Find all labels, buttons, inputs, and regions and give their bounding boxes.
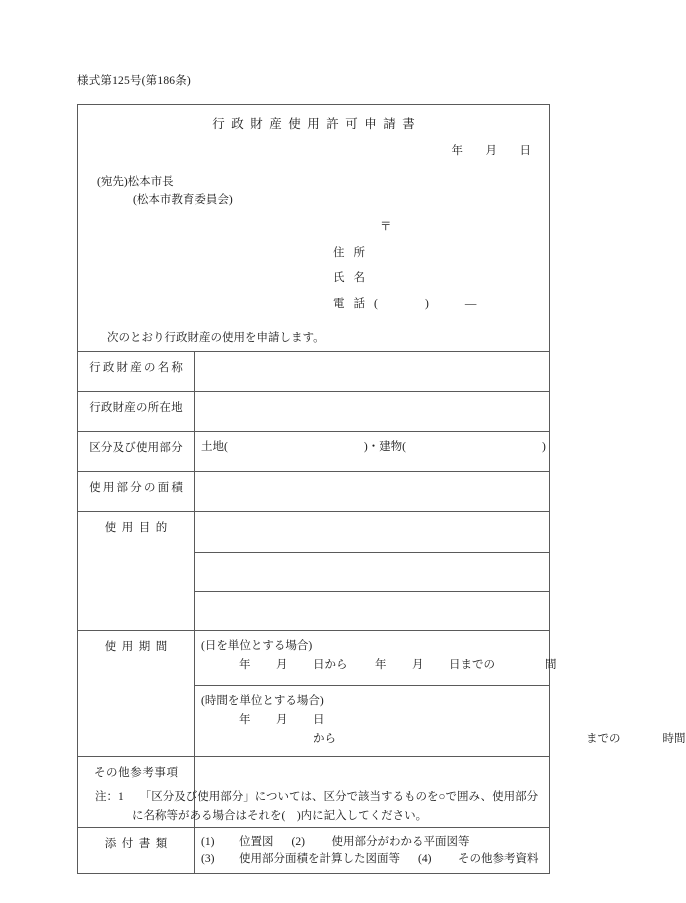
- attachments-line-1: [201, 834, 541, 851]
- phone-label: 電話(: [333, 297, 387, 310]
- field-property-location[interactable]: [195, 392, 550, 432]
- date-month-label: 月: [485, 145, 497, 157]
- label-purpose: 使用目的: [78, 512, 195, 631]
- period-hour-unit: 時間: [662, 733, 686, 745]
- period-hour-from: から: [313, 733, 336, 745]
- label-attachments: 添付書類: [78, 828, 195, 874]
- table-row-property-name: [78, 352, 549, 392]
- page-title: 行政財産使用許可申請書: [212, 117, 422, 131]
- table-row-attachments: [78, 828, 549, 874]
- building-paren-close: ): [542, 441, 546, 453]
- attachment-2-label: 使用部分がわかる平面図等: [331, 836, 470, 848]
- period-day-month2: 月: [412, 659, 424, 671]
- period-day-from: 日から: [313, 659, 348, 671]
- period-day-to: 日までの: [449, 659, 495, 671]
- label-property-name: 行政財産の名称: [78, 352, 195, 392]
- table-row-period: [78, 631, 549, 686]
- field-area[interactable]: [195, 472, 550, 512]
- label-period: 使用期間: [78, 631, 195, 757]
- address-label: 住所: [333, 246, 374, 259]
- period-hour-month: 月: [276, 714, 288, 726]
- label-classification: 区分及び使用部分: [78, 432, 195, 472]
- field-classification[interactable]: [195, 432, 550, 472]
- table-row-purpose: [78, 512, 549, 553]
- footnote-line-1: 「区分及び使用部分」については、区分で該当するものを○で囲み、使用部分: [139, 791, 539, 803]
- field-attachments: [195, 828, 550, 874]
- label-area: 使用部分の面積: [78, 472, 195, 512]
- attachment-4-label: その他参考資料: [458, 853, 539, 865]
- attachment-1-label: 位置図: [239, 836, 274, 848]
- applicant-block: [333, 215, 476, 317]
- field-period-day-based[interactable]: [195, 631, 557, 686]
- addressee-primary: (宛先)松本市長: [97, 176, 174, 188]
- classification-separator: ・: [367, 441, 380, 453]
- footnote-line-2: に名称等がある場合はそれを( )内に記入してください。: [132, 810, 428, 822]
- field-purpose-line1[interactable]: [195, 512, 550, 553]
- period-day-month: 月: [276, 659, 288, 671]
- phone-dash: —: [464, 297, 477, 310]
- attachment-2-number: (2): [291, 836, 305, 848]
- field-purpose-line2[interactable]: [195, 553, 550, 592]
- form-number: 様式第125号(第186条): [77, 75, 191, 87]
- period-hour-range-line: [201, 730, 686, 746]
- period-hour-day: 日: [313, 714, 325, 726]
- form-header-section: [78, 105, 549, 351]
- date-year-label: 年: [451, 145, 463, 157]
- addressee-secondary: (松本市教育委員会): [133, 194, 233, 206]
- period-day-unit: 間: [545, 659, 557, 671]
- field-purpose-line3[interactable]: [195, 592, 550, 631]
- land-paren-close: ): [363, 441, 368, 453]
- field-period-hour-based[interactable]: [195, 686, 686, 757]
- attachment-4-number: (4): [418, 853, 432, 865]
- applicant-phone-row: [333, 292, 476, 318]
- period-hour-date-line: [201, 711, 541, 727]
- addressee-block: [97, 173, 233, 209]
- period-hour-year: 年: [239, 714, 251, 726]
- field-property-name[interactable]: [195, 352, 550, 392]
- footnote-marker: 注：1: [95, 791, 124, 803]
- attachment-3-number: (3): [201, 853, 215, 865]
- building-label: 建物(: [379, 441, 407, 453]
- attachments-line-2: [201, 851, 541, 868]
- intro-sentence: 次のとおり行政財産の使用を申請します。: [107, 332, 325, 344]
- date-line: [452, 142, 532, 158]
- attachment-3-label: 使用部分面積を計算した図面等: [239, 853, 400, 865]
- land-label: 土地(: [201, 441, 228, 453]
- period-day-year: 年: [239, 659, 251, 671]
- applicant-name-row: [333, 266, 476, 292]
- application-form-box: [77, 104, 686, 874]
- period-day-heading: (日を単位とする場合): [201, 640, 313, 652]
- applicant-address-row: [333, 241, 476, 267]
- label-other-notes: その他参考事項: [78, 757, 195, 828]
- name-label: 氏名: [333, 272, 374, 284]
- footnote: [95, 788, 565, 826]
- table-row-area: [78, 472, 549, 512]
- period-day-year2: 年: [375, 659, 387, 671]
- postal-code-symbol: 〒: [380, 221, 392, 233]
- period-hour-heading: (時間を単位とする場合): [201, 695, 324, 707]
- table-row-classification: [78, 432, 549, 472]
- date-day-label: 日: [519, 145, 531, 157]
- period-hour-to: までの: [586, 733, 621, 745]
- period-day-date-line: [201, 656, 557, 672]
- table-row-property-location: [78, 392, 549, 432]
- phone-paren-close: ): [425, 297, 429, 310]
- attachment-1-number: (1): [201, 836, 215, 848]
- label-property-location: 行政財産の所在地: [78, 392, 195, 432]
